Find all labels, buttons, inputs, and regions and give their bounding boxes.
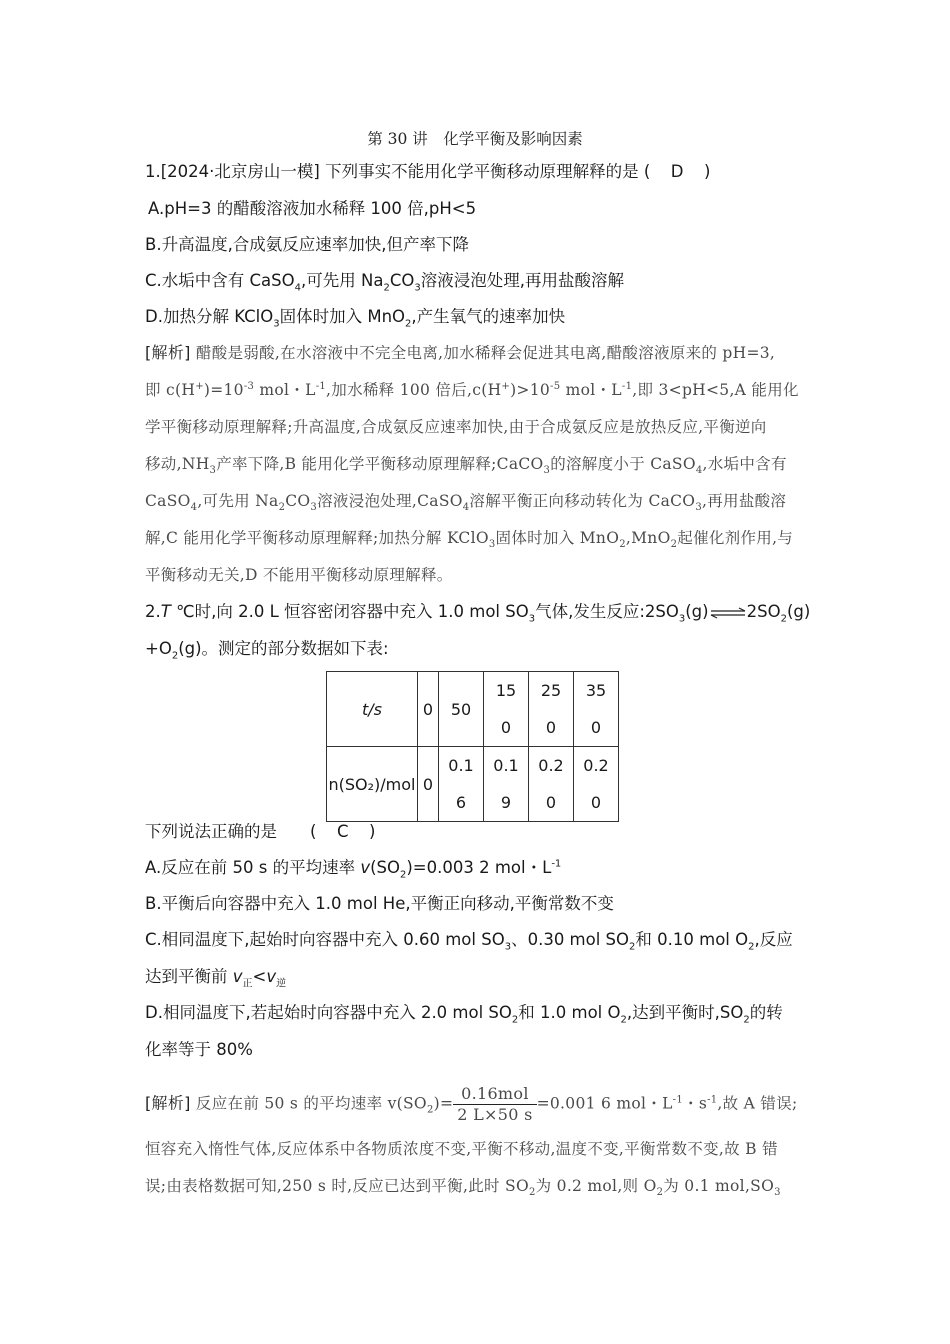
table-row (327, 672, 619, 747)
table-row (327, 747, 619, 822)
table-header-amount: n(SO₂)/mol (327, 747, 418, 822)
table-cell: 0 (418, 672, 439, 747)
q1-option-a: A.pH=3 的醋酸溶液加水稀释 100 倍,pH<5 (148, 199, 477, 218)
q1-stem: 1.[2024·北京房山一模] 下列事实不能用化学平衡移动原理解释的是 ( D ) (145, 162, 711, 181)
q2-option-c-line-1: C.相同温度下,起始时向容器中充入 0.60 mol $SO_3$、0.30 mol $SO_2$和 0.10 mol $O_2$,反应 (145, 930, 793, 953)
q2-stem-line-1: 2.T ℃时,向 2.0 L 恒容密闭容器中充入 1.0 mol $SO_3$气体,发生反应$:2SO_3(g)$ $2SO_2(g)$ (145, 602, 811, 625)
q1-option-c: C.水垢中含有 CaSO$_4$,可先用 $Na_2CO_3$溶液浸泡处理,再用盐酸溶解 (145, 271, 624, 294)
q2-option-b: B.平衡后向容器中充入 1.0 mol He,平衡正向移动,平衡常数不变 (145, 894, 614, 913)
analysis-tag: [解析] (145, 343, 191, 362)
q1-analysis-line-5: CaSO$_4$,可先用 $Na_2CO_3$溶液浸泡处理,CaSO$_4$溶解平衡正向移动转化为 CaCO$_3$,再用盐酸溶 (145, 492, 787, 514)
q2-analysis-line-1: [解析] 反应在前 50 s 的平均速率 $v(SO_2)=$ $\frac{\text{0.16mol}}{2 L\times 50 s}$ =0.001 6 mol・$L^{-1}$・$s^{-1}$,故 A 错误; (145, 1084, 798, 1124)
table-cell: 0 (418, 747, 439, 822)
table-cell: 0.2 0 (574, 747, 619, 822)
table-cell: 25 0 (529, 672, 574, 747)
q2-ask: 下列说法正确的是 ( C ) (145, 822, 376, 841)
reversible-arrow-icon (710, 607, 746, 619)
rate-fraction: $\frac{\text{0.16mol}}{2 L\times 50 s}$ (453, 1084, 536, 1125)
q1-option-b: B.升高温度,合成氨反应速率加快,但产率下降 (145, 235, 470, 254)
q1-option-d: D.加热分解 KClO$_3$固体时加入 MnO$_2$,产生氧气的速率加快 (145, 307, 566, 330)
q2-option-d-line-1: D.相同温度下,若起始时向容器中充入 2.0 mol $SO_2$和 1.0 mol $O_2$,达到平衡时$,SO_2$的转 (145, 1003, 783, 1026)
q1-analysis-line-7: 平衡移动无关,D 不能用平衡移动原理解释。 (145, 566, 453, 584)
q1-analysis-line-6: 解,C 能用化学平衡移动原理解释;加热分解 KClO$_3$固体时加入 MnO$_2$,MnO$_2$起催化剂作用,与 (145, 529, 794, 551)
table-cell: 0.1 9 (484, 747, 529, 822)
table-cell: 0.1 6 (439, 747, 484, 822)
q2-analysis-line-2: 恒容充入惰性气体,反应体系中各物质浓度不变,平衡不移动,温度不变,平衡常数不变,故 B 错 (145, 1140, 778, 1158)
q2-option-a: A.反应在前 50 s 的平均速率 $v(SO_2)=0.003$ 2 mol・$L^{-1}$ (145, 858, 562, 881)
q2-option-d-line-2: 化率等于 80% (145, 1040, 253, 1059)
lesson-title: 第 30 讲 化学平衡及影响因素 (367, 130, 583, 148)
table-cell: 50 (439, 672, 484, 747)
q1-analysis-line-3: 学平衡移动原理解释;升高温度,合成氨反应速率加快,由于合成氨反应是放热反应,平衡逆向 (145, 418, 767, 436)
table-cell: 35 0 (574, 672, 619, 747)
q2-option-c-line-2: 达到平衡前 $v_正<v_逆$ (145, 967, 287, 990)
table-header-time: t/s (327, 672, 418, 747)
q1-analysis-line-2: 即 $c(H^+)=10^{-3}$ mol・$L^{-1}$,加水稀释 100 倍后$,c(H^+)>10^{-5}$ mol・$L^{-1}$,即 3<pH<5,A 能用化 (145, 380, 799, 399)
table-cell: 15 0 (484, 672, 529, 747)
q1-analysis-line-1: [解析] 醋酸是弱酸,在水溶液中不完全电离,加水稀释会促进其电离,醋酸溶液原来的 pH=3, (145, 343, 776, 362)
q1-answer: D (670, 162, 684, 181)
q2-stem-line-2: $+O_2(g)$。测定的部分数据如下表: (145, 639, 389, 662)
q1-analysis-line-4: 移动$,NH_3$产率下降,B 能用化学平衡移动原理解释;CaCO$_3$的溶解度小于 CaSO$_4$,水垢中含有 (145, 455, 787, 477)
q2-analysis-line-3: 误;由表格数据可知,250 s 时,反应已达到平衡,此时 $SO_2$为 0.2 mol,则 $O_2$为 0.1 $mol,SO_3$ (145, 1177, 781, 1199)
data-table (326, 671, 619, 822)
table-cell: 0.2 0 (529, 747, 574, 822)
analysis-tag: [解析] (145, 1093, 191, 1113)
q2-answer: C (336, 822, 349, 841)
